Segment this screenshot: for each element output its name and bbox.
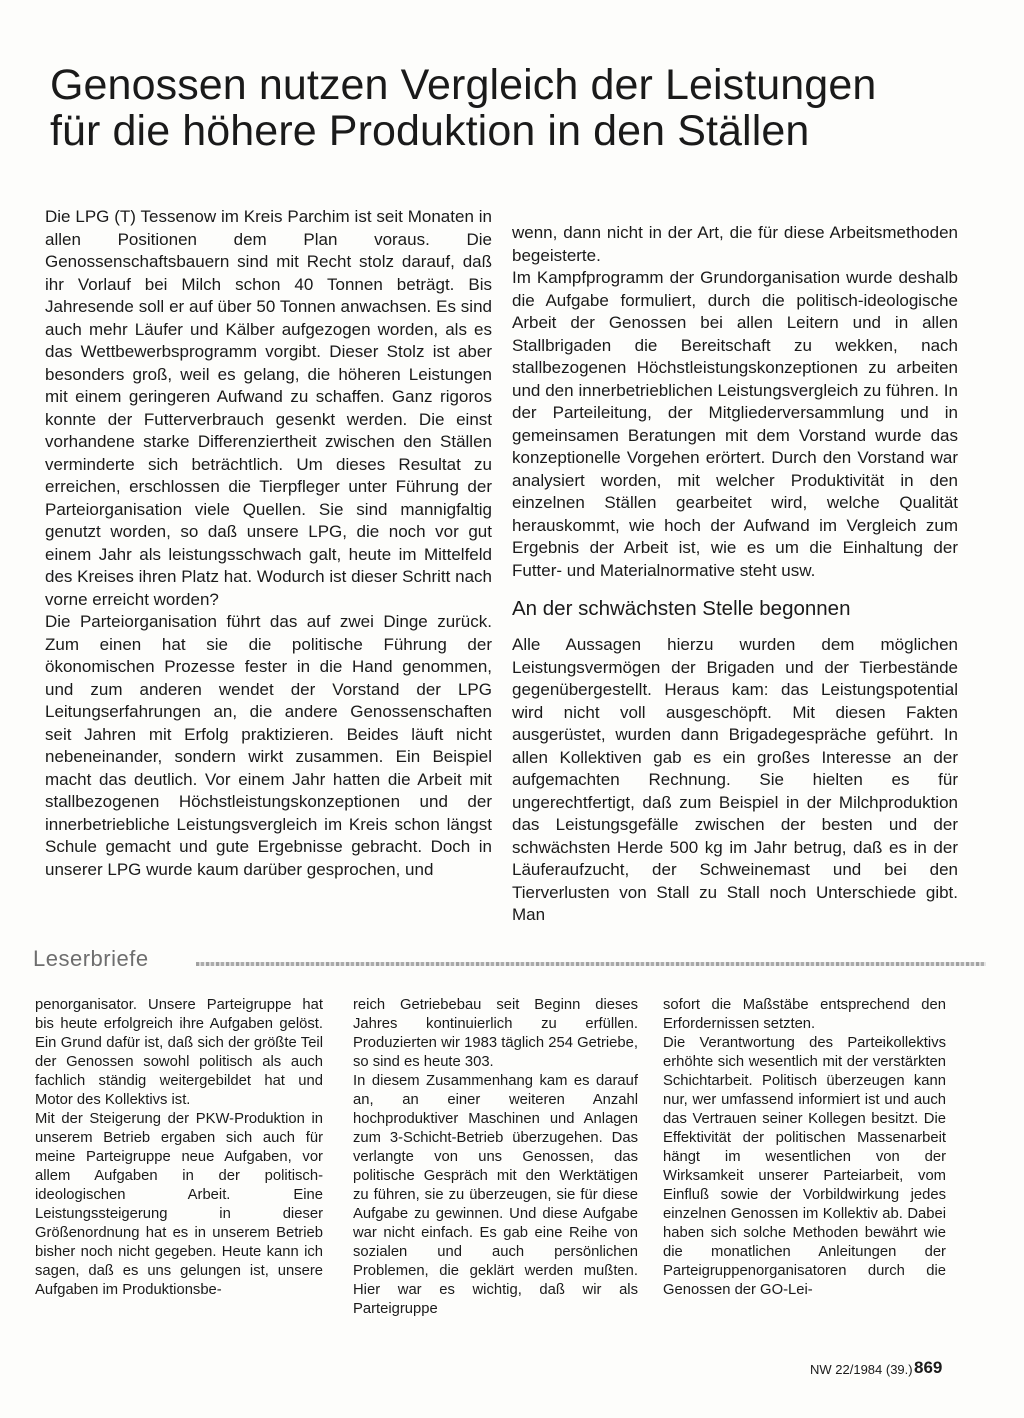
article-paragraph: Alle Aussagen hierzu wurden dem möglichen Leistungsvermögen der Brigaden und der Tierbestände gegenübergestellt. Heraus kam: das Leistungspotential wird nicht voll ausgeschöpft. Mit diesen Fakten ausgerüstet, wurden dann Brigadegespräche geführt. In allen Kollektiven gab es ein großes Interesse an der aufgemachten Rechnung. Sie hielten es für ungerechtfertigt, daß zum Beispiel in der Milchproduktion das Leistungsgefälle zwischen der besten und der schwächsten Herde 500 kg im Jahr betrug, daß es in der Läuferaufzucht, der Schweinemast und bei den Tierverlusten von Stall zu Stall noch Unterschiede gibt. Man bbox=[512, 635, 958, 924]
headline-line-2: für die höhere Produktion in den Ställen bbox=[50, 107, 810, 155]
section-divider bbox=[196, 962, 986, 966]
letter-paragraph: reich Getriebebau seit Beginn dieses Jahres kontinuierlich zu erfüllen. Produzierten wir 1983 täglich 254 Getriebe, so sind es heute 303. bbox=[353, 997, 638, 1070]
page-number: 869 bbox=[914, 1358, 943, 1377]
headline-line-1: Genossen nutzen Vergleich der Leistungen bbox=[50, 61, 877, 109]
article-paragraph: Die Parteiorganisation führt das auf zwei Dinge zurück. Zum einen hat sie die politische Führung der ökonomischen Prozesse fester in die Hand genommen, und zum anderen wendet der Vorstand der LPG Leitungserfahrungen an, die andere Genossenschaften seit Jahren mit Erfolg praktizieren. Beides läuft nicht nebeneinander, sondern wirkt zusammen. Ein Beispiel macht das deutlich. Vor einem Jahr hatten die Arbeit mit stallbezogenen Höchstleistungskonzeptionen und der innerbetriebliche Leistungsvergleich im Kreis schon längst Schule gemacht und gute Ergebnisse gebracht. Doch in unserer LPG wurde kaum darüber gesprochen, und bbox=[45, 612, 492, 879]
letter-paragraph: penorganisator. Unsere Parteigruppe hat bis heute erfolgreich ihre Aufgaben gelöst. Ein Grund dafür ist, daß sich der größte Teil der Genossen sowohl politisch als auch fachlich ständig weitergebildet hat und Motor des Kollektivs ist. bbox=[35, 997, 323, 1108]
article-right-column bbox=[512, 222, 958, 927]
letter-paragraph: Die Verantwortung des Parteikollektivs erhöhte sich wesentlich mit der verstärkten Schichtarbeit. Politisch überzeugen kann nur, wer umfassend informiert ist und auch das Vertrauen seiner Kollegen besitzt. Die Effektivität der politischen Massenarbeit hängt im wesentlichen von der Wirksamkeit unserer Parteiarbeit, vom Einfluß sowie der Vorbildwirkung jedes einzelnen Genossen im Kollektiv ab. Dabei haben sich solche Methoden bewährt wie die monatlichen Anleitungen der Parteigruppenorganisatoren durch die Genossen der GO-Lei- bbox=[663, 1035, 946, 1298]
issue-reference: NW 22/1984 (39.) bbox=[810, 1362, 913, 1377]
article-paragraph: wenn, dann nicht in der Art, die für diese Arbeitsmethoden begeisterte. bbox=[512, 223, 958, 265]
letter-paragraph: sofort die Maßstäbe entsprechend den Erfordernissen setzten. bbox=[663, 997, 946, 1032]
letter-paragraph: In diesem Zusammenhang kam es darauf an, an einer weiteren Anzahl hochproduktiver Maschinen und Anlagen zum 3-Schicht-Betrieb überzugehen. Das verlangte von uns Genossen, das politische Gespräch mit den Werktätigen zu führen, sie zu überzeugen, sie für diese Aufgabe zu gewinnen. Und diese Aufgabe war nicht einfach. Es gab eine Reihe von sozialen und auch persönlichen Problemen, die geklärt werden mußten. Hier war es wichtig, daß wir als Parteigruppe bbox=[353, 1073, 638, 1317]
letters-column-3 bbox=[663, 996, 946, 1300]
article-headline bbox=[50, 62, 990, 154]
section-label-leserbriefe: Leserbriefe bbox=[33, 946, 149, 971]
article-paragraph: Die LPG (T) Tessenow im Kreis Parchim ist seit Monaten in allen Positionen dem Plan voraus. Die Genossenschaftsbauern sind mit Recht stolz darauf, daß ihr Vorlauf bei Milch schon 40 Tonnen beträgt. Bis Jahresende soll er auf über 50 Tonnen anwachsen. Es sind auch mehr Läufer und Kälber aufgezogen worden, als es das Wettbewerbsprogramm vorgibt. Dieser Stolz ist aber besonders groß, weil es gelang, die höheren Leistungen mit einem geringeren Aufwand zu schaffen. Ganz rigoros konnte der Futterverbrauch gesenkt werden. Die einst vorhandene starke Differenziertheit zwischen den Ställen verminderte sich beträchtlich. Um dieses Resultat zu erreichen, erschlossen die Tierpfleger unter Führung der Parteiorganisation viele Quellen. Sie sind mannigfaltig genutzt worden, so daß unsere LPG, die noch vor gut einem Jahr als leistungsschwach galt, heute im Mittelfeld des Kreises ihren Platz hat. Wodurch ist dieser Schritt nach vorne erreicht worden? bbox=[45, 207, 492, 609]
article-left-column bbox=[45, 206, 492, 881]
article-paragraph: Im Kampfprogramm der Grundorganisation wurde deshalb die Aufgabe formuliert, durch die politisch-ideologische Arbeit der Genossen bei allen Leitern und in allen Stallbrigaden die Bereitschaft zu wekken, nach stallbezogenen Höchstleistungskonzeptionen zu arbeiten und den innerbetrieblichen Leistungsvergleich zu führen. In der Parteileitung, der Mitgliederversammlung und in gemeinsamen Beratungen mit dem Vorstand wurde das konzeptionelle Vorgehen erörtert. Durch den Vorstand war analysiert worden, mit welcher Produktivität in den einzelnen Ställen gearbeitet wird, welche Qualität herauskommt, wie hoch der Aufwand im Vergleich zum Ergebnis der Arbeit ist, wie es um die Einhaltung der Futter- und Materialnormative steht usw. bbox=[512, 268, 958, 580]
letters-column-1 bbox=[35, 996, 323, 1300]
article-subheading: An der schwächsten Stelle begonnen bbox=[512, 597, 851, 620]
letter-paragraph: Mit der Steigerung der PKW-Produktion in unserem Betrieb ergaben sich auch für meine Parteigruppe neue Aufgaben, vor allem Aufgaben in der politisch-ideologischen Arbeit. Eine Leistungssteigerung in dieser Größenordnung hat es in unserem Betrieb bisher noch nicht gegeben. Heute kann ich sagen, daß es uns gelungen ist, unsere Aufgaben im Produktionsbe- bbox=[35, 1111, 323, 1298]
letters-column-2 bbox=[353, 996, 638, 1319]
